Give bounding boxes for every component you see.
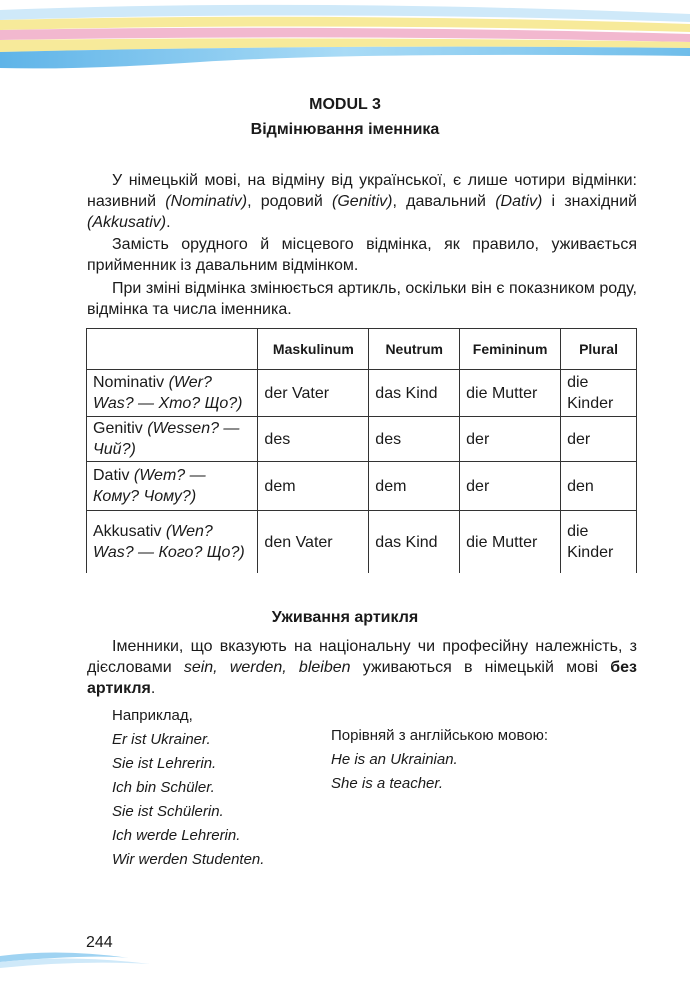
intro-paragraph-3: При зміні відмінка змінюється артикль, оскільки він є показником роду, відмінка та числа іменника. <box>87 280 637 318</box>
german-example: Wir werden Studenten. <box>112 851 265 868</box>
example-label: Наприклад, <box>112 707 193 724</box>
table-header-cell: Neutrum <box>369 329 460 370</box>
table-cell: die Mutter <box>460 370 561 417</box>
usage-title: Уживання артикля <box>271 609 419 626</box>
header-wave-decoration <box>0 0 690 75</box>
page-number: 244 <box>86 934 113 951</box>
intro-paragraph-2: Замість орудного й місцевого відмінка, як правило, уживається прийменник із давальним відмінком. <box>87 236 637 274</box>
usage-paragraph: Іменники, що вказують на національну чи професійну належність, з дієсловами sein, werden, bleiben уживаються в німецькій мові без артикля. <box>87 638 637 697</box>
table-cell: die Mutter <box>460 511 561 574</box>
table-cell: der <box>460 462 561 511</box>
table-cell: der <box>561 417 637 462</box>
english-example: She is a teacher. <box>331 775 444 792</box>
table-header-cell: Plural <box>561 329 637 370</box>
table-header-cell: Femininum <box>460 329 561 370</box>
case-cell: Akkusativ (Wen? Was? — Кого? Що?) <box>87 511 258 574</box>
german-example: Sie ist Lehrerin. <box>112 755 217 772</box>
table-header-row <box>87 329 637 370</box>
german-example: Sie ist Schülerin. <box>112 803 224 820</box>
footer-wave-decoration <box>0 944 170 974</box>
table-row <box>87 370 637 417</box>
table-cell: des <box>369 417 460 462</box>
table-row <box>87 511 637 574</box>
case-cell: Dativ (Wem? — Кому? Чому?) <box>87 462 258 511</box>
table-row <box>87 417 637 462</box>
table-cell: dem <box>369 462 460 511</box>
table-cell: des <box>258 417 369 462</box>
table-cell: das Kind <box>369 370 460 417</box>
table-header-cell: Maskulinum <box>258 329 369 370</box>
table-header-cell <box>87 329 258 370</box>
intro-paragraph-1: У німецькій мові, на відміну від української, є лише чотири відмінки: називний (Nominativ), родовий (Genitiv), давальний (Dativ) і знахідний (Akkusativ). <box>87 172 637 231</box>
table-cell: dem <box>258 462 369 511</box>
table-cell: der <box>460 417 561 462</box>
topic-title: Відмінювання іменника <box>250 121 440 138</box>
table-cell: das Kind <box>369 511 460 574</box>
table-row <box>87 462 637 511</box>
german-example: Er ist Ukrainer. <box>112 731 211 748</box>
english-example: He is an Ukrainian. <box>331 751 458 768</box>
table-cell: die Kinder <box>561 370 637 417</box>
table-cell: die Kinder <box>561 511 637 574</box>
module-title: MODUL 3 <box>309 96 381 113</box>
table-cell: der Vater <box>258 370 369 417</box>
german-example: Ich bin Schüler. <box>112 779 215 796</box>
table-cell: den Vater <box>258 511 369 574</box>
case-cell: Genitiv (Wessen? — Чий?) <box>87 417 258 462</box>
compare-label: Порівняй з англійською мовою: <box>331 727 549 744</box>
german-example: Ich werde Lehrerin. <box>112 827 241 844</box>
case-cell: Nominativ (Wer? Was? — Хто? Що?) <box>87 370 258 417</box>
declension-table <box>86 328 637 573</box>
table-cell: den <box>561 462 637 511</box>
